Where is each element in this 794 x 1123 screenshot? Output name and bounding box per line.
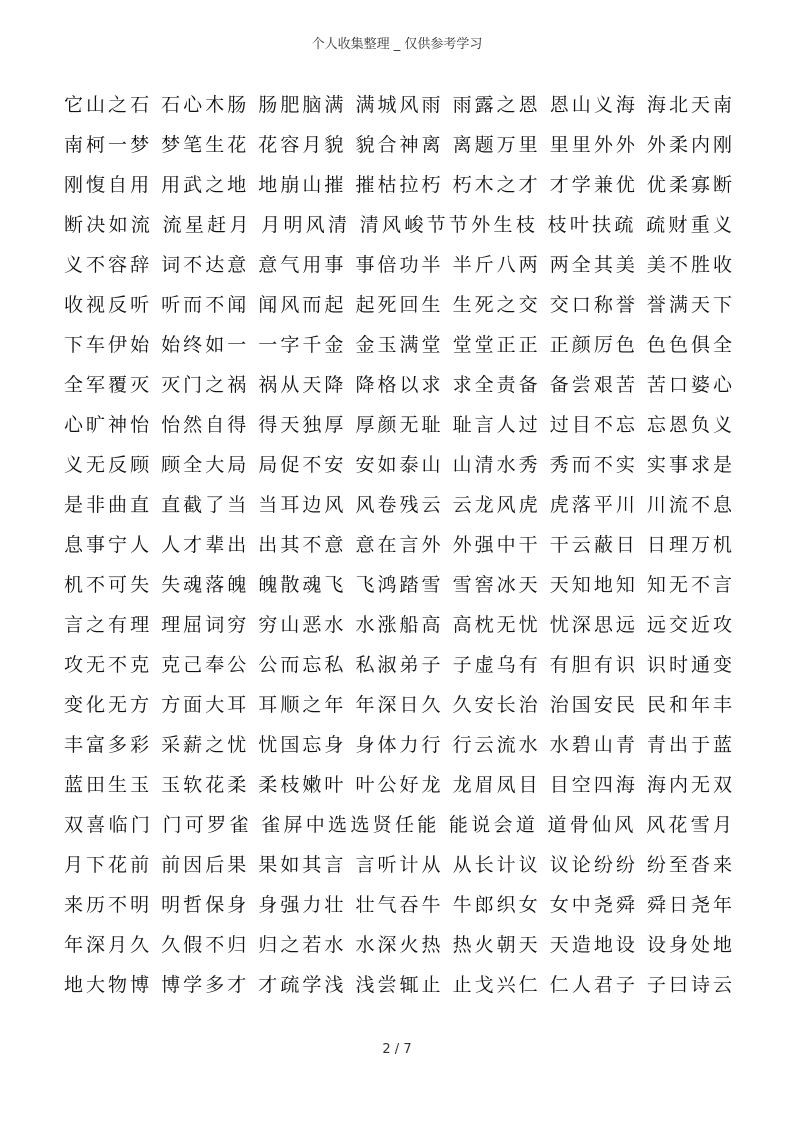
text-line: 刚愎自用 用武之地 地崩山摧 摧枯拉朽 朽木之才 才学兼优 优柔寡断	[64, 174, 732, 196]
text-line: 收视反听 听而不闻 闻风而起 起死回生 生死之交 交口称誉 誉满天下	[64, 294, 732, 316]
text-line: 年深月久 久假不归 归之若水 水深火热 热火朝天 天造地设 设身处地	[64, 934, 732, 956]
text-line: 变化无方 方面大耳 耳顺之年 年深日久 久安长治 治国安民 民和年丰	[64, 694, 732, 716]
text-line: 双喜临门 门可罗雀 雀屏中选选贤任能 能说会道 道骨仙风 风花雪月	[64, 814, 732, 836]
text-line: 攻无不克 克己奉公 公而忘私 私淑弟子 子虚乌有 有胆有识 识时通变	[64, 654, 732, 676]
text-line: 南柯一梦 梦笔生花 花容月貌 貌合神离 离题万里 里里外外 外柔内刚	[64, 134, 732, 156]
text-line: 是非曲直 直截了当 当耳边风 风卷残云 云龙风虎 虎落平川 川流不息	[64, 494, 732, 516]
page-header: 个人收集整理 _ 仅供参考学习	[311, 37, 483, 52]
text-line: 月下花前 前因后果 果如其言 言听计从 从长计议 议论纷纷 纷至沓来	[64, 854, 732, 876]
text-line: 丰富多彩 采薪之忧 忧国忘身 身体力行 行云流水 水碧山青 青出于蓝	[64, 734, 732, 756]
text-line: 全军覆灭 灭门之祸 祸从天降 降格以求 求全责备 备尝艰苦 苦口婆心	[64, 374, 732, 396]
text-line: 义无反顾 顾全大局 局促不安 安如泰山 山清水秀 秀而不实 实事求是	[64, 454, 732, 476]
text-line: 义不容辞 词不达意 意气用事 事倍功半 半斤八两 两全其美 美不胜收	[64, 254, 732, 276]
text-line: 断决如流 流星赶月 月明风清 清风峻节节外生枝 枝叶扶疏 疏财重义	[64, 214, 732, 236]
idiom-list	[64, 88, 732, 1008]
text-line: 蓝田生玉 玉软花柔 柔枝嫩叶 叶公好龙 龙眉凤目 目空四海 海内无双	[64, 774, 732, 796]
text-line: 它山之石 石心木肠 肠肥脑满 满城风雨 雨露之恩 恩山义海 海北天南	[64, 94, 732, 116]
text-line: 言之有理 理屈词穷 穷山恶水 水涨船高 高枕无忧 忧深思远 远交近攻	[64, 614, 732, 636]
text-line: 来历不明 明哲保身 身强力壮 壮气吞牛 牛郎织女 女中尧舜 舜日尧年	[64, 894, 732, 916]
text-line: 机不可失 失魂落魄 魄散魂飞 飞鸿踏雪 雪窖冰天 天知地知 知无不言	[64, 574, 732, 596]
text-line: 下车伊始 始终如一 一字千金 金玉满堂 堂堂正正 正颜厉色 色色俱全	[64, 334, 732, 356]
text-line: 地大物博 博学多才 才疏学浅 浅尝辄止 止戈兴仁 仁人君子 子曰诗云	[64, 974, 732, 996]
text-line: 心旷神怡 怡然自得 得天独厚 厚颜无耻 耻言人过 过目不忘 忘恩负义	[64, 414, 732, 436]
page-number: 2 / 7	[382, 1042, 412, 1057]
text-line: 息事宁人 人才辈出 出其不意 意在言外 外强中干 干云蔽日 日理万机	[64, 534, 732, 556]
